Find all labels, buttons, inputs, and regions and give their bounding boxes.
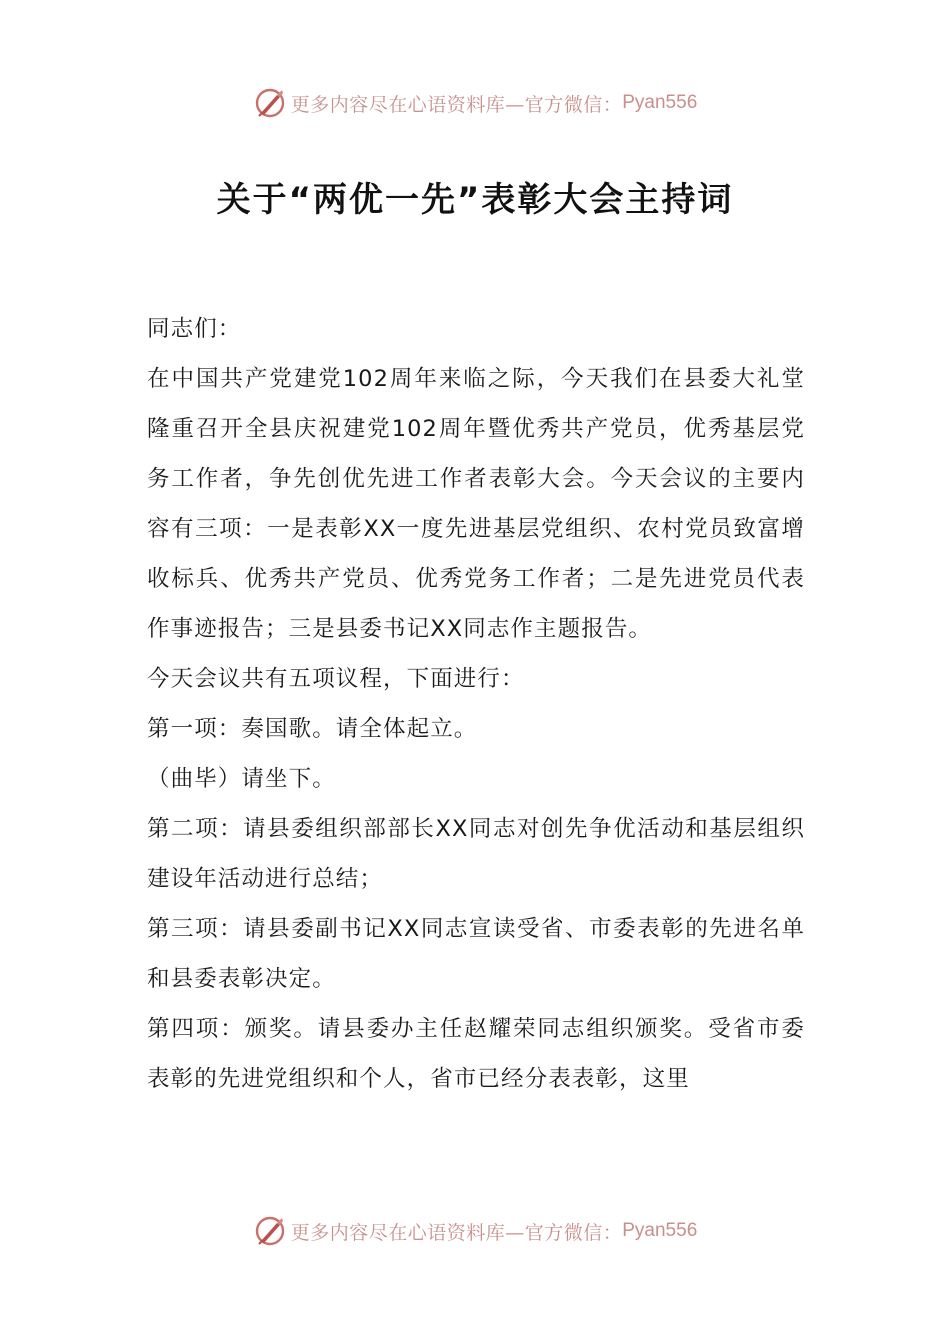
watermark-wechat-id: Pyan556 bbox=[622, 1220, 698, 1241]
paragraph: 在中国共产党建党102周年来临之际，今天我们在县委大礼堂隆重召开全县庆祝建党102周年暨优秀共产党员，优秀基层党务工作者，争先创优先进工作者表彰大会。今天会议的主要内容有三项：一是表彰XX一度先进基层党组织、农村党员致富增收标兵、优秀共产党员、优秀党务工作者；二是先进党员代表作事迹报告；三是县委书记XX同志作主题报告。 bbox=[147, 366, 805, 642]
paragraph: 第二项：请县委组织部部长XX同志对创先争优活动和基层组织建设年活动进行总结； bbox=[147, 816, 805, 892]
quill-logo-icon bbox=[253, 1214, 287, 1248]
watermark-text: 更多内容尽在心语资料库—官方微信： bbox=[290, 1221, 623, 1244]
quill-logo-icon bbox=[253, 86, 287, 120]
footer-watermark bbox=[0, 1211, 950, 1251]
header-watermark bbox=[0, 83, 950, 123]
paragraph: 第一项：奏国歌。请全体起立。 bbox=[147, 716, 478, 742]
paragraph: （曲毕）请坐下。 bbox=[147, 766, 336, 792]
paragraph: 第三项：请县委副书记XX同志宣读受省、市委表彰的先进名单和县委表彰决定。 bbox=[147, 916, 805, 992]
watermark-wechat-id: Pyan556 bbox=[622, 92, 698, 113]
paragraph: 第四项：颁奖。请县委办主任赵耀荣同志组织颁奖。受省市委表彰的先进党组织和个人，省市已经分表表彰，这里 bbox=[147, 1016, 805, 1092]
paragraph: 同志们： bbox=[147, 316, 242, 342]
document-title: 关于“两优一先”表彰大会主持词 bbox=[216, 180, 734, 220]
paragraph: 今天会议共有五项议程，下面进行： bbox=[147, 666, 525, 692]
watermark-text: 更多内容尽在心语资料库—官方微信： bbox=[290, 93, 623, 116]
document-body bbox=[147, 304, 805, 1104]
